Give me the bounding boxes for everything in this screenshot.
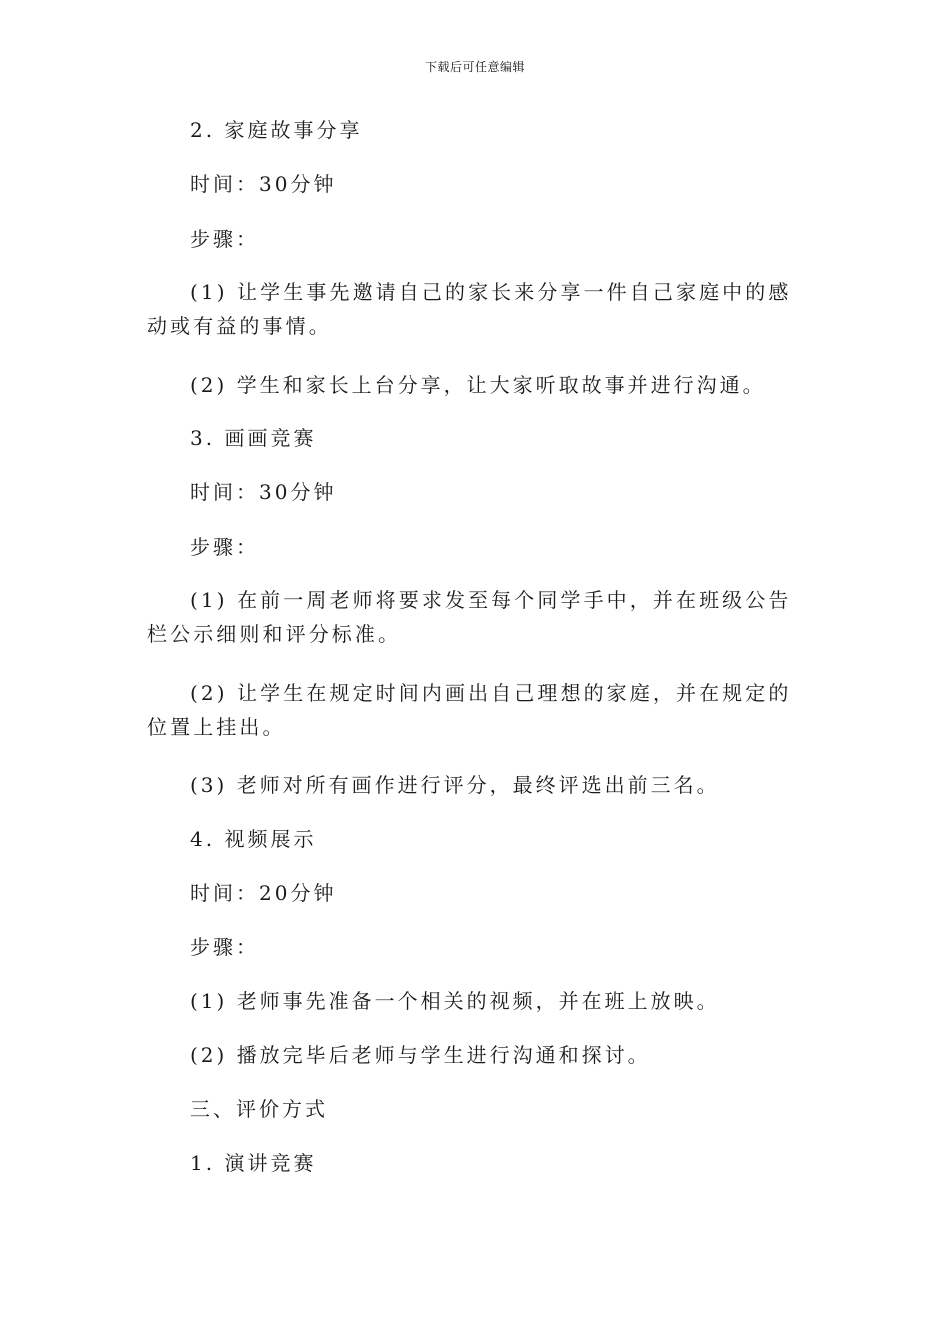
section-3-step-3: (3) 老师对所有画作进行评分，最终评选出前三名。 bbox=[190, 773, 720, 797]
section-2-time: 时间：30分钟 bbox=[190, 172, 337, 196]
evaluation-item-1: 1. 演讲竞赛 bbox=[190, 1151, 317, 1175]
evaluation-section-title: 三、评价方式 bbox=[190, 1097, 328, 1121]
section-3-time: 时间：30分钟 bbox=[190, 480, 337, 504]
section-3-step-2: (2) 让学生在规定时间内画出自己理想的家庭，并在规定的位置上挂出。 bbox=[147, 681, 792, 739]
section-2-step-1: (1) 让学生事先邀请自己的家长来分享一件自己家庭中的感动或有益的事情。 bbox=[147, 280, 792, 338]
section-2-steps-label: 步骤： bbox=[190, 227, 259, 251]
section-4-steps-label: 步骤： bbox=[190, 935, 259, 959]
section-3-steps-label: 步骤： bbox=[190, 535, 259, 559]
section-3-title: 3. 画画竞赛 bbox=[190, 426, 317, 450]
section-2-title: 2. 家庭故事分享 bbox=[190, 118, 363, 142]
section-4-step-2: (2) 播放完毕后老师与学生进行沟通和探讨。 bbox=[190, 1043, 651, 1067]
section-4-time: 时间：20分钟 bbox=[190, 881, 337, 905]
section-4-step-1: (1) 老师事先准备一个相关的视频，并在班上放映。 bbox=[190, 989, 720, 1013]
section-4-title: 4. 视频展示 bbox=[190, 827, 317, 851]
section-2-step-2: (2) 学生和家长上台分享，让大家听取故事并进行沟通。 bbox=[190, 373, 766, 397]
page-header: 下载后可任意编辑 bbox=[424, 60, 525, 74]
section-3-step-1: (1) 在前一周老师将要求发至每个同学手中，并在班级公告栏公示细则和评分标准。 bbox=[147, 588, 792, 646]
